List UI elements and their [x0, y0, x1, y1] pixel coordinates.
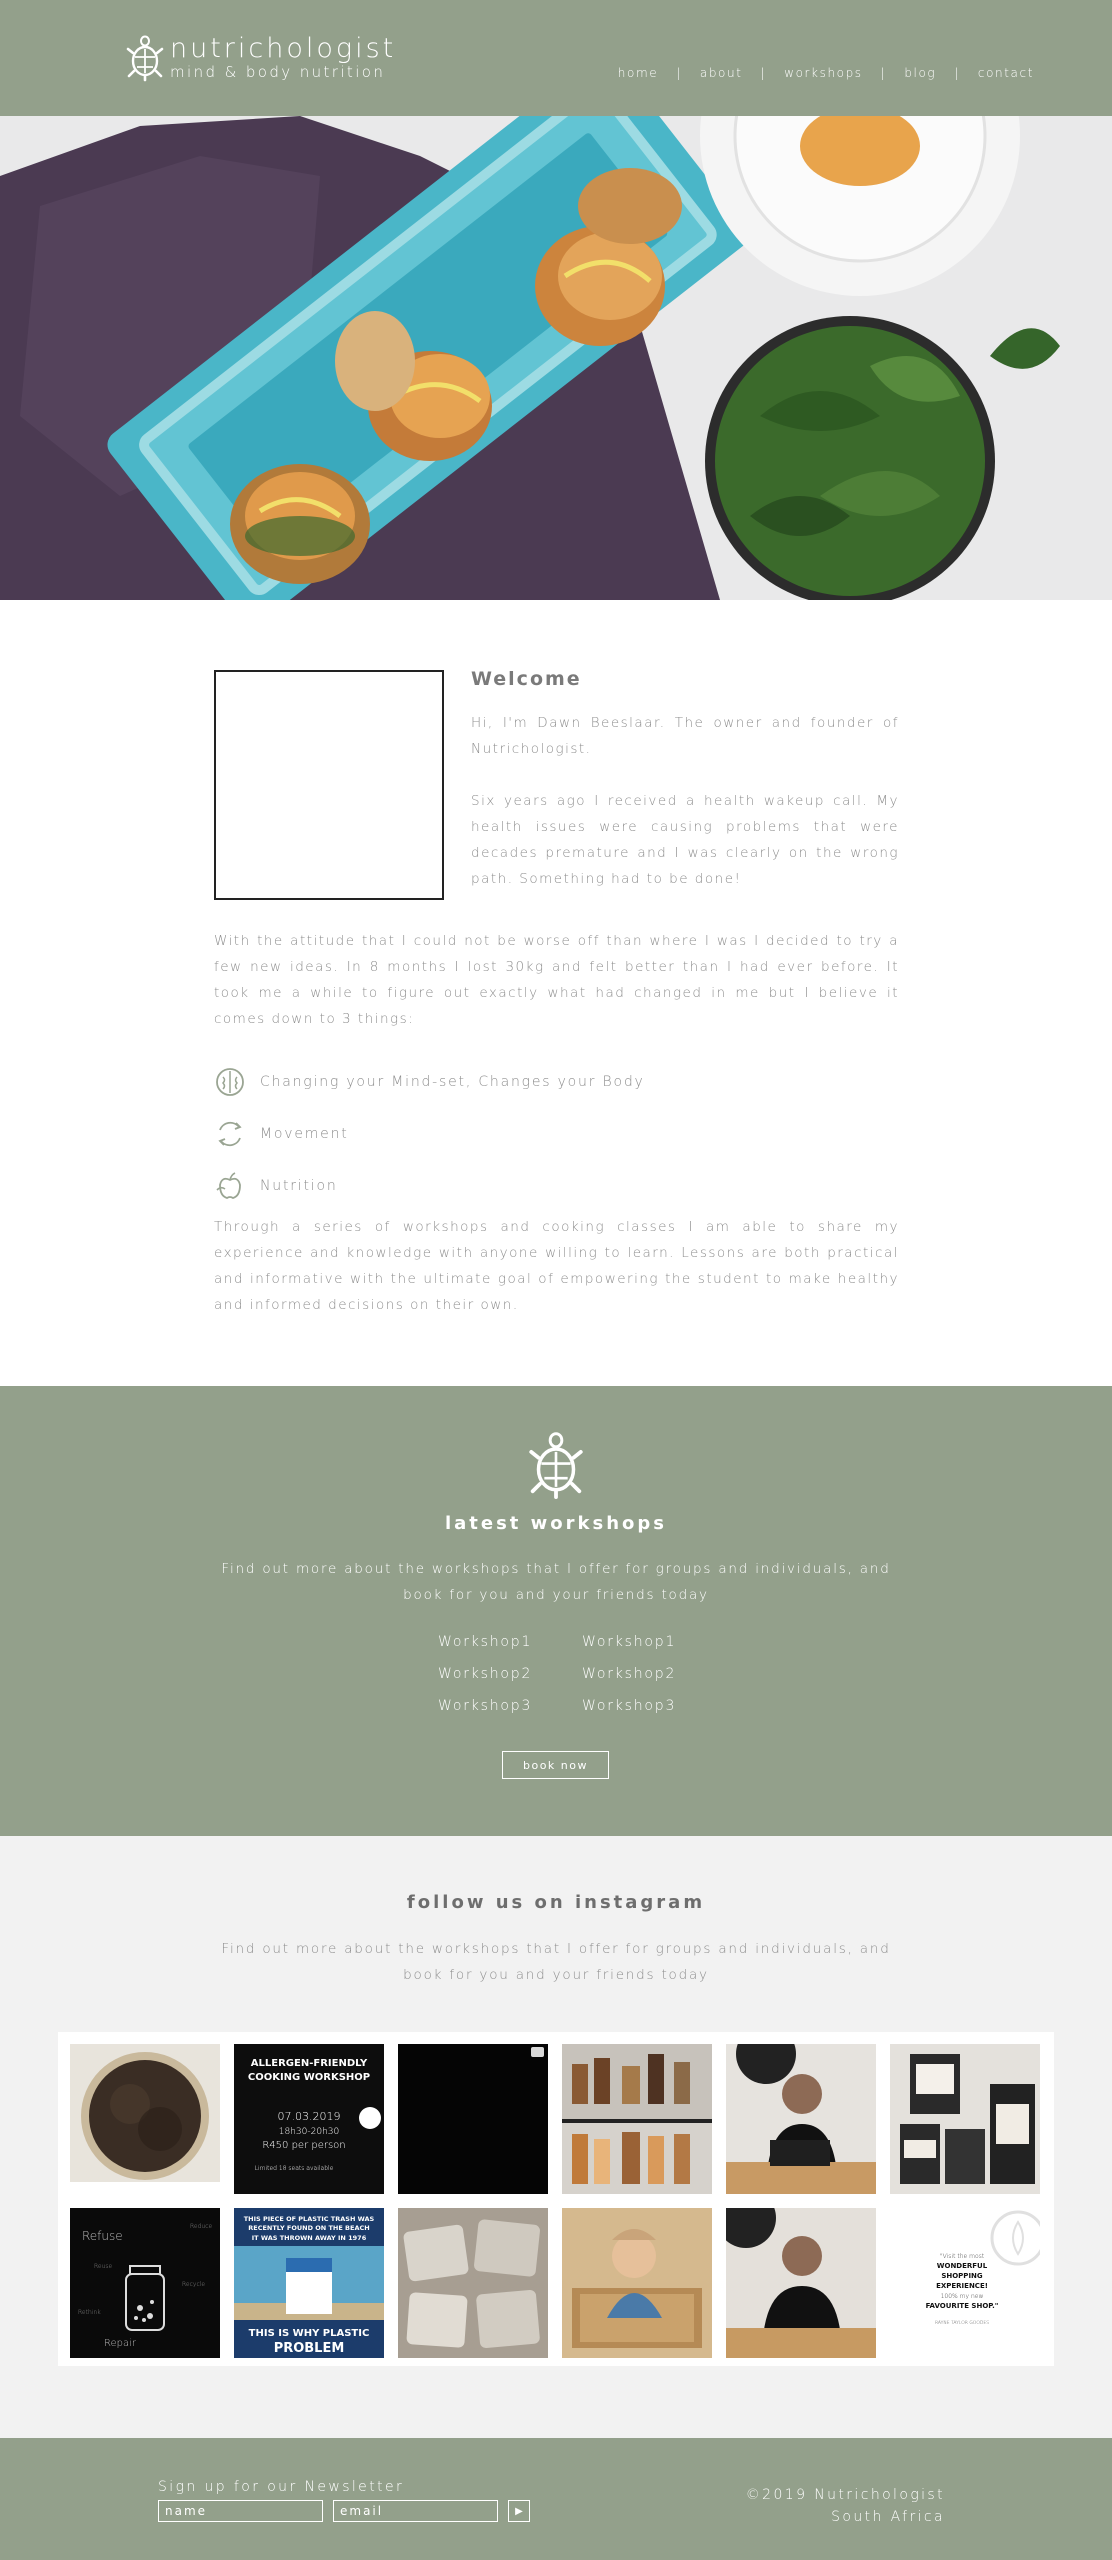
apple-icon [214, 1170, 246, 1202]
thing-label: Nutrition [260, 1178, 338, 1194]
video-icon [531, 2047, 544, 2057]
workshop-link[interactable]: Workshop1 [582, 1634, 677, 1650]
turtle-icon [126, 34, 164, 82]
quote-line: "Visit the most [939, 2253, 985, 2260]
workshops-section [0, 1386, 1112, 1836]
play-arrow-icon: ▶ [515, 2505, 523, 2517]
workshops-list [438, 1632, 682, 1716]
workshop-link[interactable]: Workshop2 [438, 1666, 533, 1682]
poster-bottom-line2: PROBLEM [273, 2341, 345, 2356]
workshops-title: latest workshops [444, 1513, 668, 1534]
poster-note: Limited 18 seats available [254, 2165, 334, 2172]
instagram-post[interactable] [562, 2044, 712, 2194]
brain-icon [214, 1066, 246, 1098]
newsletter-name-input[interactable] [158, 2500, 323, 2522]
instagram-post[interactable] [562, 2208, 712, 2358]
illustration-word: Reduce [190, 2223, 213, 2230]
newsletter-email-input[interactable] [333, 2500, 498, 2522]
founder-photo-placeholder [214, 670, 444, 900]
welcome-attitude: With the attitude that I could not be worse off than where I was I decided to try a few new ideas. In 8 months I lost 30kg and felt better than I had ever before. It took me a while to figure out exactly what had changed in me but I believe it comes down to 3 things: [214, 933, 899, 1027]
workshop-link[interactable]: Workshop3 [582, 1698, 677, 1714]
workshops-description: Find out more about the workshops that I offer for groups and individuals, and book for you and your friends today [221, 1561, 891, 1603]
nav-about[interactable]: about [699, 66, 743, 80]
workshop-link[interactable]: Workshop3 [438, 1698, 533, 1714]
newsletter-submit-button[interactable] [508, 2500, 530, 2522]
poster-time: 18h30-20h30 [278, 2127, 340, 2137]
poster-price: R450 per person [262, 2140, 346, 2151]
instagram-post[interactable] [890, 2208, 1040, 2358]
illustration-word: Rethink [78, 2309, 101, 2316]
instagram-post[interactable] [234, 2044, 384, 2194]
list-item [214, 1160, 899, 1212]
instagram-feed [58, 2032, 1054, 2366]
welcome-workshops-intro: Through a series of workshops and cooking classes I am able to share my experience and knowledge with anyone willing to learn. Lessons are both practical and informative with the ultimate goal of empowering the student to make healthy and informed decisions on their own. [214, 1219, 899, 1313]
location-text: South Africa [831, 2509, 945, 2525]
hero-image [0, 116, 1112, 600]
cycle-arrows-icon [214, 1118, 246, 1150]
nav-separator: | [954, 66, 960, 80]
newsletter-form [158, 2500, 530, 2522]
instagram-post[interactable] [398, 2044, 548, 2194]
instagram-post[interactable] [70, 2208, 220, 2358]
nav-separator: | [760, 66, 767, 80]
quote-author: RAYNE TAYLOR GOODES [934, 2321, 990, 2326]
welcome-title: Welcome [471, 668, 582, 690]
site-header [0, 0, 1112, 116]
workshop-link[interactable]: Workshop1 [438, 1634, 533, 1650]
site-footer [0, 2438, 1112, 2560]
welcome-intro: Hi, I'm Dawn Beeslaar. The owner and founder of Nutrichologist. [471, 715, 899, 757]
copyright-text: ©2019 Nutrichologist [745, 2487, 945, 2503]
poster-mid: IT WAS THROWN AWAY IN 1976 [251, 2234, 367, 2242]
poster-heading-line1: ALLERGEN-FRIENDLY [250, 2058, 368, 2069]
book-now-button[interactable]: book now [502, 1751, 609, 1779]
poster-top-line2: RECENTLY FOUND ON THE BEACH [248, 2224, 370, 2232]
brand-tagline: mind & body nutrition [170, 63, 386, 81]
nav-home[interactable]: home [617, 66, 659, 80]
poster-top-line1: THIS PIECE OF PLASTIC TRASH WAS [243, 2215, 375, 2223]
illustration-word: Reuse [94, 2263, 113, 2270]
illustration-word: Refuse [82, 2229, 123, 2243]
newsletter-title: Sign up for our Newsletter [158, 2479, 405, 2495]
quote-line: FAVOURITE SHOP." [925, 2302, 999, 2310]
quote-line: SHOPPING [941, 2272, 983, 2280]
turtle-icon [528, 1430, 584, 1500]
nav-contact[interactable]: contact [977, 66, 1034, 80]
thing-label: Movement [260, 1126, 349, 1142]
instagram-title: follow us on instagram [406, 1892, 706, 1913]
illustration-word: Repair [104, 2338, 137, 2349]
nav-separator: | [676, 66, 682, 80]
workshop-link[interactable]: Workshop2 [582, 1666, 677, 1682]
three-things-list [214, 1056, 899, 1212]
list-item [214, 1108, 899, 1160]
instagram-post[interactable] [726, 2044, 876, 2194]
instagram-description: Find out more about the workshops that I offer for groups and individuals, and book for you and your friends today [221, 1941, 891, 1983]
list-item [214, 1056, 899, 1108]
instagram-section [0, 1836, 1112, 2438]
illustration-word: Recycle [182, 2281, 206, 2288]
nav-workshops[interactable]: workshops [784, 66, 863, 80]
thing-label: Changing your Mind-set, Changes your Body [260, 1074, 645, 1090]
main-nav [618, 66, 1034, 80]
poster-heading-line2: COOKING WORKSHOP [247, 2072, 371, 2083]
brand-name: nutrichologist [170, 33, 397, 64]
instagram-post[interactable] [398, 2208, 548, 2358]
welcome-story: Six years ago I received a health wakeup call. My health issues were causing problems that were decades premature and I was clearly on the wrong path. Something had to be done! [471, 793, 899, 887]
copyright-block [746, 2484, 945, 2528]
instagram-post[interactable] [890, 2044, 1040, 2194]
quote-line: WONDERFUL [936, 2262, 988, 2270]
quote-line: 100% my new [940, 2293, 984, 2300]
nav-separator: | [880, 66, 887, 80]
poster-date: 07.03.2019 [277, 2110, 341, 2123]
instagram-post[interactable] [726, 2208, 876, 2358]
quote-line: EXPERIENCE! [936, 2282, 988, 2290]
instagram-post[interactable] [70, 2044, 220, 2194]
site-logo[interactable] [126, 34, 396, 82]
instagram-post[interactable] [234, 2208, 384, 2358]
poster-bottom-line1: THIS IS WHY PLASTIC [248, 2328, 370, 2339]
nav-blog[interactable]: blog [904, 66, 937, 80]
welcome-section [0, 600, 1112, 1386]
